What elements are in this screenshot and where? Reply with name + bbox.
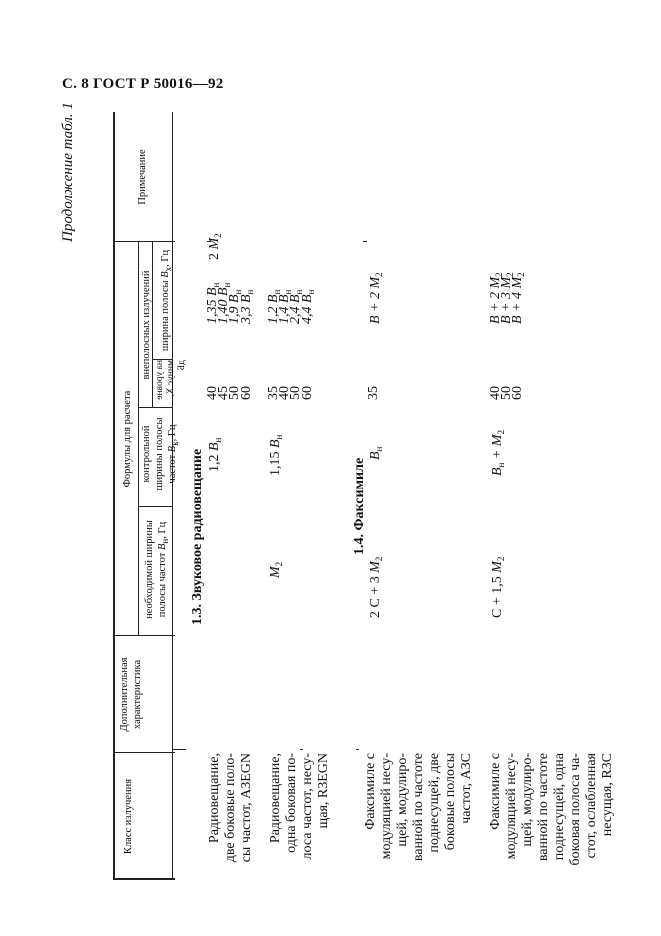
continuation-caption: Продолжение табл. 1 xyxy=(60,102,76,242)
row-bn-fax-ssb: C + 1,5 $M_2$ xyxy=(490,556,506,618)
row-levels-fax-dsb: 35 xyxy=(366,386,381,400)
header-formulas-group: Формулы для расчета xyxy=(122,390,133,488)
section-title-1-4: 1.4. Факсимиле xyxy=(352,457,367,555)
row-class-radio-ssb: Радиовещание, одна боковая по- лоса частот, несу- щая, R3EGN xyxy=(268,753,331,860)
row-bk-fax-dsb: $B_н$ xyxy=(368,446,384,460)
section-title-1-3: 1.3. Звуковое радиовещание xyxy=(190,448,205,625)
table-top-border xyxy=(113,112,115,880)
row-bk-radio-ssb: 1,15 $B_н$ xyxy=(268,434,284,476)
row-class-fax-ssb: Факсимиле с модуляцией несу- щей, модулиро- ванной по частоте поднесущей, одна боковая полоса ча- стот, ослабленная несущая, R3C xyxy=(488,753,615,866)
row-bn-radio-ssb: $M_2$ xyxy=(268,561,284,578)
row-levels-radio-ssb: 35 40 50 60 xyxy=(266,386,315,400)
row-bk-fax-ssb: $B_н + M_2$ xyxy=(490,430,506,476)
row-bx-fax-ssb: B + 2 $M_2$ B + 3 $M_2$ B + 4 $M_2$ xyxy=(488,272,527,324)
rotated-table xyxy=(60,100,660,880)
row-bn-fax-dsb: 2 C + 3 $M_2$ xyxy=(368,556,384,618)
header-additional-characteristic: Дополнительная характеристика xyxy=(119,657,143,732)
header-out-of-band: внеполосных излучений xyxy=(141,270,152,380)
formulas-sub-rule xyxy=(138,242,139,636)
row-levels-radio-dsb: 40 45 50 60 xyxy=(205,386,254,400)
row-class-radio-dsb: Радиовещание, две боковые поло- сы частот, A3EGN xyxy=(207,753,254,863)
row-bx-fax-dsb: B + 2 $M_2$ xyxy=(368,272,384,324)
row-bk-radio-dsb: 1,2 $B_н$ xyxy=(207,437,223,472)
row-levels-fax-ssb: 40 50 60 xyxy=(488,386,526,400)
body-sep-1 xyxy=(172,749,186,750)
row-bx-radio-ssb: 1,2 $B_н$ 1,4 $B_н$ 2,4 $B_н$ 4,4 $B_н$ xyxy=(266,289,316,324)
row-class-fax-dsb: Факсимиле с модуляцией несу- щей, модулиро- ванной по частоте поднесущей, две боковые полосы частот, A3C xyxy=(363,753,474,862)
page-header: С. 8 ГОСТ Р 50016—92 xyxy=(62,76,224,92)
row-bx-radio-dsb: 1,35 $B_н$ 1,40 $B_н$ 1,9 $B_н$ 3,3 $B_н$ xyxy=(205,282,255,324)
header-necessary-bandwidth: необходимой ширины полосы частот $B_н$, Гц xyxy=(144,520,170,619)
header-note: Примечание xyxy=(137,149,148,205)
header-bandwidth-at-level: ширина полосы $B_х$, Гц xyxy=(160,249,173,352)
row-bn-radio-dsb: 2 $M_2$ xyxy=(207,233,223,260)
header-emission-class: Класс излучения xyxy=(123,778,134,855)
header-control-bandwidth: контрольной ширины полосы частот $B_к$, Гц xyxy=(141,417,180,491)
header-level-minus-x: на уровне минус X, дБ xyxy=(155,360,187,400)
